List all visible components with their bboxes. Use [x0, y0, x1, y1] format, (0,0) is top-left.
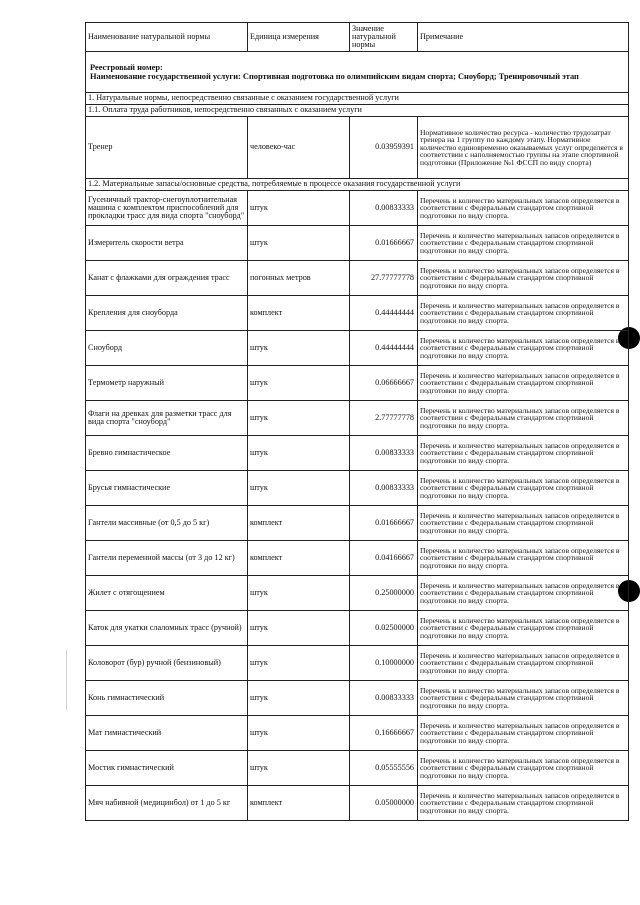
item-unit: штук [248, 716, 350, 751]
item-note: Перечень и количество материальных запасов определяется в соответствии с Федеральным стандартом спортивной подготовки по виду спорта. [418, 506, 629, 541]
item-unit: штук [248, 576, 350, 611]
trainer-row [86, 117, 629, 179]
header-note: Примечание [418, 23, 629, 52]
item-note: Перечень и количество материальных запасов определяется в соответствии с Федеральным стандартом спортивной подготовки по виду спорта. [418, 191, 629, 226]
item-name: Канат с флажками для ограждения трасс [86, 261, 248, 296]
item-name: Флаги на древках для разметки трасс для вида спорта "сноуборд" [86, 401, 248, 436]
item-note: Перечень и количество материальных запасов определяется в соответствии с Федеральным стандартом спортивной подготовки по виду спорта. [418, 226, 629, 261]
item-value: 0.25000000 [350, 576, 418, 611]
section-row [86, 179, 629, 191]
item-unit: штук [248, 646, 350, 681]
item-name: Бревно гимнастическое [86, 436, 248, 471]
table-row [86, 296, 629, 331]
table-row [86, 681, 629, 716]
item-note: Перечень и количество материальных запасов определяется в соответствии с Федеральным стандартом спортивной подготовки по виду спорта. [418, 261, 629, 296]
item-name: Гусеничный трактор-снегоуплотнительная машина с комплектом приспособлений для прокладки трасс для вида спорта "сноуборд" [86, 191, 248, 226]
section-row [86, 105, 629, 117]
item-value: 0.16666667 [350, 716, 418, 751]
item-name: Мяч набивной (медицинбол) от 1 до 5 кг [86, 786, 248, 821]
item-unit: комплект [248, 786, 350, 821]
item-name: Термометр наружный [86, 366, 248, 401]
item-value: 0.10000000 [350, 646, 418, 681]
item-name: Гантели переменной массы (от 3 до 12 кг) [86, 541, 248, 576]
item-name: Мостик гимнастический [86, 751, 248, 786]
table-row [86, 401, 629, 436]
table-row [86, 366, 629, 401]
section-row [86, 93, 629, 105]
table-header-row [86, 23, 629, 52]
section-1-title: 1. Натуральные нормы, непосредственно связанные с оказанием государственной услуги [86, 93, 629, 105]
item-value: 0.02500000 [350, 611, 418, 646]
table-row [86, 331, 629, 366]
norms-table [85, 22, 629, 821]
trainer-name: Тренер [86, 117, 248, 179]
item-unit: погонных метров [248, 261, 350, 296]
item-value: 0.06666667 [350, 366, 418, 401]
item-note: Перечень и количество материальных запасов определяется в соответствии с Федеральным стандартом спортивной подготовки по виду спорта. [418, 681, 629, 716]
header-unit: Единица измерения [248, 23, 350, 52]
scan-artifact-line [66, 650, 67, 710]
table-row [86, 786, 629, 821]
item-value: 0.00833333 [350, 191, 418, 226]
item-name: Брусья гимнастические [86, 471, 248, 506]
item-note: Перечень и количество материальных запасов определяется в соответствии с Федеральным стандартом спортивной подготовки по виду спорта. [418, 611, 629, 646]
item-unit: штук [248, 331, 350, 366]
item-name: Коловорот (бур) ручной (бензиновый) [86, 646, 248, 681]
item-note: Перечень и количество материальных запасов определяется в соответствии с Федеральным стандартом спортивной подготовки по виду спорта. [418, 366, 629, 401]
item-unit: комплект [248, 506, 350, 541]
table-row [86, 436, 629, 471]
table-row [86, 191, 629, 226]
section-1-2-title: 1.2. Материальные запасы/основные средства, потребляемые в процессе оказания государственной услуги [86, 179, 629, 191]
item-unit: штук [248, 611, 350, 646]
item-value: 0.05000000 [350, 786, 418, 821]
service-name: Наименование государственной услуги: Спортивная подготовка по олимпийским видам спорта; Сноуборд; Тренировочный этап [90, 72, 579, 81]
item-value: 0.00833333 [350, 471, 418, 506]
registry-cell [86, 52, 629, 93]
item-value: 0.01666667 [350, 226, 418, 261]
table-row [86, 541, 629, 576]
item-value: 0.01666667 [350, 506, 418, 541]
item-unit: штук [248, 191, 350, 226]
item-value: 2.77777778 [350, 401, 418, 436]
item-name: Конь гимнастический [86, 681, 248, 716]
item-note: Перечень и количество материальных запасов определяется в соответствии с Федеральным стандартом спортивной подготовки по виду спорта. [418, 436, 629, 471]
item-unit: штук [248, 436, 350, 471]
item-value: 0.04166667 [350, 541, 418, 576]
item-value: 0.44444444 [350, 331, 418, 366]
trainer-unit: человеко-час [248, 117, 350, 179]
item-unit: штук [248, 366, 350, 401]
item-value: 0.00833333 [350, 436, 418, 471]
item-note: Перечень и количество материальных запасов определяется в соответствии с Федеральным стандартом спортивной подготовки по виду спорта. [418, 576, 629, 611]
item-note: Перечень и количество материальных запасов определяется в соответствии с Федеральным стандартом спортивной подготовки по виду спорта. [418, 716, 629, 751]
item-note: Перечень и количество материальных запасов определяется в соответствии с Федеральным стандартом спортивной подготовки по виду спорта. [418, 751, 629, 786]
table-row [86, 611, 629, 646]
item-name: Гантели массивные (от 0,5 до 5 кг) [86, 506, 248, 541]
table-row [86, 506, 629, 541]
table-row [86, 471, 629, 506]
item-unit: штук [248, 226, 350, 261]
trainer-value: 0.03959391 [350, 117, 418, 179]
registry-number: Реестровый номер: [90, 62, 163, 72]
table-row [86, 716, 629, 751]
header-norm-name: Наименование натуральной нормы [86, 23, 248, 52]
item-name: Жилет с отягощением [86, 576, 248, 611]
table-row [86, 646, 629, 681]
item-name: Крепления для сноуборда [86, 296, 248, 331]
item-note: Перечень и количество материальных запасов определяется в соответствии с Федеральным стандартом спортивной подготовки по виду спорта. [418, 331, 629, 366]
table-row [86, 576, 629, 611]
item-note: Перечень и количество материальных запасов определяется в соответствии с Федеральным стандартом спортивной подготовки по виду спорта. [418, 401, 629, 436]
item-unit: комплект [248, 541, 350, 576]
trainer-note: Нормативное количество ресурса - количество трудозатрат тренера на 1 группу по каждому этапу. Нормативное количество единовременно оказываемых услуг определяется в соответствии с наполняемостью группы на этапе спортивной подготовки (Приложение №1 ФССП по виду спорта) [418, 117, 629, 179]
table-row [86, 261, 629, 296]
item-value: 0.00833333 [350, 681, 418, 716]
item-unit: штук [248, 471, 350, 506]
item-note: Перечень и количество материальных запасов определяется в соответствии с Федеральным стандартом спортивной подготовки по виду спорта. [418, 541, 629, 576]
table-row [86, 226, 629, 261]
item-name: Измеритель скорости ветра [86, 226, 248, 261]
item-note: Перечень и количество материальных запасов определяется в соответствии с Федеральным стандартом спортивной подготовки по виду спорта. [418, 296, 629, 331]
item-name: Мат гимнастический [86, 716, 248, 751]
item-unit: штук [248, 401, 350, 436]
item-unit: штук [248, 751, 350, 786]
item-value: 0.44444444 [350, 296, 418, 331]
item-note: Перечень и количество материальных запасов определяется в соответствии с Федеральным стандартом спортивной подготовки по виду спорта. [418, 646, 629, 681]
table-row [86, 751, 629, 786]
item-value: 0.05555556 [350, 751, 418, 786]
item-name: Сноуборд [86, 331, 248, 366]
header-value: Значение натуральной нормы [350, 23, 418, 52]
item-unit: штук [248, 681, 350, 716]
item-value: 27.77777778 [350, 261, 418, 296]
item-name: Каток для укатки слаломных трасс (ручной) [86, 611, 248, 646]
item-note: Перечень и количество материальных запасов определяется в соответствии с Федеральным стандартом спортивной подготовки по виду спорта. [418, 471, 629, 506]
section-1-1-title: 1.1. Оплата труда работников, непосредственно связанных с оказанием услуги [86, 105, 629, 117]
registry-row [86, 52, 629, 93]
item-unit: комплект [248, 296, 350, 331]
item-note: Перечень и количество материальных запасов определяется в соответствии с Федеральным стандартом спортивной подготовки по виду спорта. [418, 786, 629, 821]
